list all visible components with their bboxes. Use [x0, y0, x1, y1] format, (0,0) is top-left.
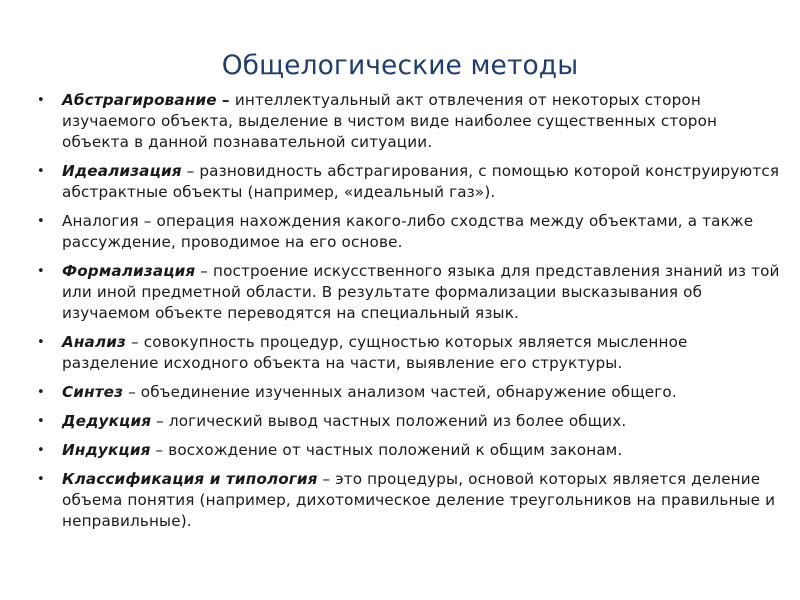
item-term: Анализ: [62, 333, 126, 351]
item-term: Индукция: [62, 441, 151, 459]
item-text: – объединение изученных анализом частей, обнаружение общего.: [123, 383, 677, 401]
list-item-deduction: [0, 411, 800, 432]
list-item-classification: [0, 469, 800, 532]
item-term: Дедукция: [62, 412, 152, 430]
bullet-icon: •: [37, 385, 45, 400]
bullet-icon: •: [37, 472, 45, 487]
list-item-analysis: [0, 332, 800, 374]
item-text: – логический вывод частных положений из более общих.: [151, 412, 627, 430]
methods-list: [0, 90, 800, 540]
item-term: Синтез: [62, 383, 124, 401]
bullet-icon: •: [37, 264, 45, 279]
bullet-icon: •: [37, 335, 45, 350]
bullet-icon: •: [37, 414, 45, 429]
bullet-icon: •: [37, 93, 45, 108]
list-item-synthesis: [0, 382, 800, 403]
list-item-analogy: [0, 211, 800, 253]
item-term: Классификация и типология: [62, 470, 318, 488]
bullet-icon: •: [37, 443, 45, 458]
item-text: – построение искусственного языка для представления знаний из той или иной предметной области. В результате формализации высказывания об изучаемом объекте переводятся на специальный язык.: [62, 262, 780, 322]
item-term: Формализация: [62, 262, 196, 280]
item-text: – совокупность процедур, сущностью которых является мысленное разделение исходного объекта на части, выявление его структуры.: [62, 333, 688, 372]
item-term: Идеализация: [62, 162, 182, 180]
slide-title: Общелогические методы: [221, 50, 579, 81]
item-text: Аналогия – операция нахождения какого-либо сходства между объектами, а также рассуждение, проводимое на его основе.: [62, 212, 754, 251]
item-text: – разновидность абстрагирования, с помощью которой конструируются абстрактные объекты (например, «идеальный газ»).: [62, 162, 780, 201]
bullet-icon: •: [37, 164, 45, 179]
list-item-formalization: [0, 261, 800, 324]
list-item-idealization: [0, 161, 800, 203]
item-term: Абстрагирование –: [62, 91, 230, 109]
item-text: – восхождение от частных положений к общим законам.: [150, 441, 623, 459]
list-item-induction: [0, 440, 800, 461]
item-text: интеллектуальный акт отвлечения от некоторых сторон изучаемого объекта, выделение в чистом виде наиболее существенных сторон объекта в данной познавательной ситуации.: [62, 91, 718, 151]
bullet-icon: •: [37, 214, 45, 229]
list-item-abstraction: [0, 90, 800, 153]
item-text: – это процедуры, основой которых является деление объема понятия (например, дихотомическое деление треугольников на правильные и неправильные).: [62, 470, 776, 530]
